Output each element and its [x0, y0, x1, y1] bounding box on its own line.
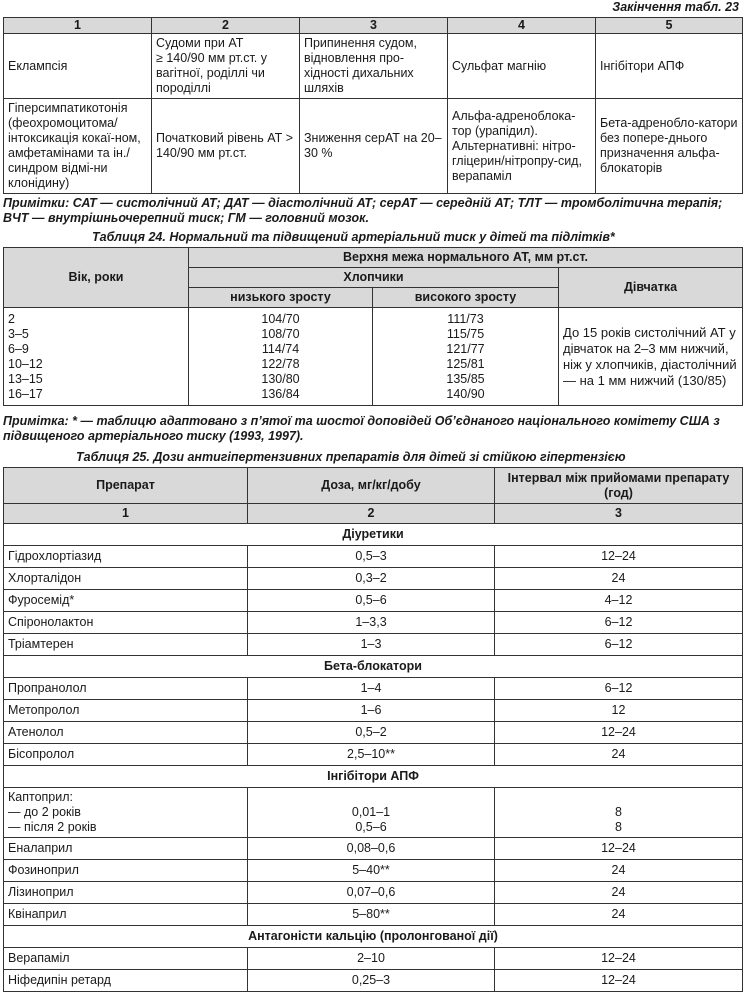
table-cell: Інгібітори АПФ [596, 34, 743, 99]
table-row [4, 99, 743, 194]
dose-cell: 1–6 [248, 700, 495, 722]
ages-cell: 2 3–5 6–9 10–12 13–15 16–17 [4, 308, 189, 406]
interval-cell: 24 [495, 744, 743, 766]
col-number: 5 [596, 18, 743, 34]
table-row [4, 34, 743, 99]
girls-cell: До 15 років систолічний АТ у дівчаток на 2–3 мм нижчий, ніж у хлопчиків, діастолічний — на 1 мм нижчий (130/85) [559, 308, 743, 406]
table-row [4, 590, 743, 612]
table-24-title: Таблиця 24. Нормальний та підвищений артеріальний тиск у дітей та підлітків* [92, 230, 615, 244]
dose-cell: 0,01–1 0,5–6 [248, 788, 495, 838]
group-name: Інгібітори АПФ [4, 766, 743, 788]
table-cell: Гіперсимпатикотонія (феохромоцитома/ інтоксикація кокаї-ном, амфетамінами та ін./синдром відмі-ни клонідину) [4, 99, 152, 194]
col-number: 3 [495, 504, 743, 524]
table-cell: Зниження серАТ на 20–30 % [300, 99, 448, 194]
dose-cell: 0,5–6 [248, 590, 495, 612]
col-number: 1 [4, 18, 152, 34]
dose-cell: 1–3 [248, 634, 495, 656]
girls-header: Дівчатка [559, 268, 743, 308]
col-number: 1 [4, 504, 248, 524]
interval-cell: 24 [495, 568, 743, 590]
group-name: Бета-блокатори [4, 656, 743, 678]
table-row [4, 612, 743, 634]
table-row [4, 970, 743, 992]
interval-cell: 12–24 [495, 970, 743, 992]
drug-cell: Каптоприл: — до 2 років — після 2 років [4, 788, 248, 838]
dose-cell: 5–80** [248, 904, 495, 926]
table-row [4, 568, 743, 590]
upper-limit-header: Верхня межа нормального АТ, мм рт.ст. [189, 248, 743, 268]
drug-cell: Еналаприл [4, 838, 248, 860]
drug-cell: Верапаміл [4, 948, 248, 970]
col-number: 2 [152, 18, 300, 34]
interval-cell: 12–24 [495, 948, 743, 970]
group-name: Антагоністи кальцію (пролонгованої дії) [4, 926, 743, 948]
drug-cell: Тріамтерен [4, 634, 248, 656]
drug-cell: Бісопролол [4, 744, 248, 766]
interval-cell: 12–24 [495, 722, 743, 744]
dose-cell: 5–40** [248, 860, 495, 882]
drug-cell: Ніфедипін ретард [4, 970, 248, 992]
dose-cell: 0,3–2 [248, 568, 495, 590]
table-row [4, 546, 743, 568]
group-row [4, 656, 743, 678]
group-row [4, 766, 743, 788]
table-cell: Бета-адренобло-катори без попере-днього призначення альфа-блокаторів [596, 99, 743, 194]
dose-cell: 0,07–0,6 [248, 882, 495, 904]
table-row [4, 948, 743, 970]
dose-cell: 0,5–3 [248, 546, 495, 568]
table-24 [3, 247, 743, 406]
interval-cell: 12–24 [495, 546, 743, 568]
interval-cell: 4–12 [495, 590, 743, 612]
dose-cell: 2–10 [248, 948, 495, 970]
dose-cell: 0,5–2 [248, 722, 495, 744]
table-24-note: Примітка: * — таблицю адаптовано з п’ятої та шостої доповідей Об’єднаного національного комітету США з підвищеного артеріального тиску (1993, 1997). [3, 414, 720, 443]
age-header: Вік, роки [4, 248, 189, 308]
interval-cell: 12–24 [495, 838, 743, 860]
interval-cell: 12 [495, 700, 743, 722]
group-row [4, 524, 743, 546]
drug-cell: Спіронолактон [4, 612, 248, 634]
drug-cell: Метопролол [4, 700, 248, 722]
table-cell: Еклампсія [4, 34, 152, 99]
table-row [4, 678, 743, 700]
table-row [4, 308, 743, 406]
drug-cell: Фуросемід* [4, 590, 248, 612]
drug-cell: Хлорталідон [4, 568, 248, 590]
group-row [4, 926, 743, 948]
interval-cell: 24 [495, 904, 743, 926]
dose-cell: 1–3,3 [248, 612, 495, 634]
table-23-number-row [4, 18, 743, 34]
table-row [4, 634, 743, 656]
table-row [4, 904, 743, 926]
drug-cell: Лізиноприл [4, 882, 248, 904]
table-cell: Судоми при АТ ≥ 140/90 мм рт.ст. у вагітної, роділлі чи породіллі [152, 34, 300, 99]
table-cell: Початковий рівень АТ > 140/90 мм рт.ст. [152, 99, 300, 194]
high-height-values: 111/73 115/75 121/77 125/81 135/85 140/90 [373, 308, 559, 406]
drug-header: Препарат [4, 468, 248, 504]
high-height-header: високого зросту [373, 288, 559, 308]
interval-cell: 6–12 [495, 678, 743, 700]
dose-cell: 1–4 [248, 678, 495, 700]
table-row [4, 788, 743, 838]
col-number: 2 [248, 504, 495, 524]
boys-header: Хлопчики [189, 268, 559, 288]
interval-cell: 6–12 [495, 634, 743, 656]
drug-cell: Гідрохлортіазид [4, 546, 248, 568]
drug-cell: Пропранолол [4, 678, 248, 700]
table-23 [3, 17, 743, 194]
dose-cell: 0,08–0,6 [248, 838, 495, 860]
interval-cell: 24 [495, 860, 743, 882]
group-name: Діуретики [4, 524, 743, 546]
interval-cell: 24 [495, 882, 743, 904]
interval-cell: 8 8 [495, 788, 743, 838]
low-height-values: 104/70 108/70 114/74 122/78 130/80 136/84 [189, 308, 373, 406]
col-number: 3 [300, 18, 448, 34]
table-cell: Альфа-адреноблока-тор (урапідил). Альтернативні: нітро-гліцерин/нітропру-сид, верапаміл [448, 99, 596, 194]
low-height-header: низького зросту [189, 288, 373, 308]
table-cell: Сульфат магнію [448, 34, 596, 99]
drug-cell: Атенолол [4, 722, 248, 744]
interval-cell: 6–12 [495, 612, 743, 634]
col-number: 4 [448, 18, 596, 34]
dose-cell: 2,5–10** [248, 744, 495, 766]
table-row [4, 882, 743, 904]
table-row [4, 838, 743, 860]
continuation-title: Закінчення табл. 23 [612, 0, 739, 14]
interval-header: Інтервал між прийомами препарату (год) [495, 468, 743, 504]
dose-cell: 0,25–3 [248, 970, 495, 992]
table-25 [3, 467, 743, 992]
table-row [4, 744, 743, 766]
table-25-title: Таблиця 25. Дози антигіпертензивних препаратів для дітей зі стійкою гіпертензією [76, 450, 626, 464]
table-row [4, 722, 743, 744]
drug-cell: Квінаприл [4, 904, 248, 926]
table-row [4, 700, 743, 722]
table-row [4, 860, 743, 882]
drug-cell: Фозиноприл [4, 860, 248, 882]
dose-header: Доза, мг/кг/добу [248, 468, 495, 504]
table-cell: Припинення судом, відновлення про-хідності дихальних шляхів [300, 34, 448, 99]
table-23-note: Примітки: САТ — систолічний АТ; ДАТ — діастолічний АТ; серАТ — середній АТ; ТЛТ — тромболітична терапія; ВЧТ — внутрішньочерепний тиск; ГМ — головний мозок. [3, 196, 723, 225]
